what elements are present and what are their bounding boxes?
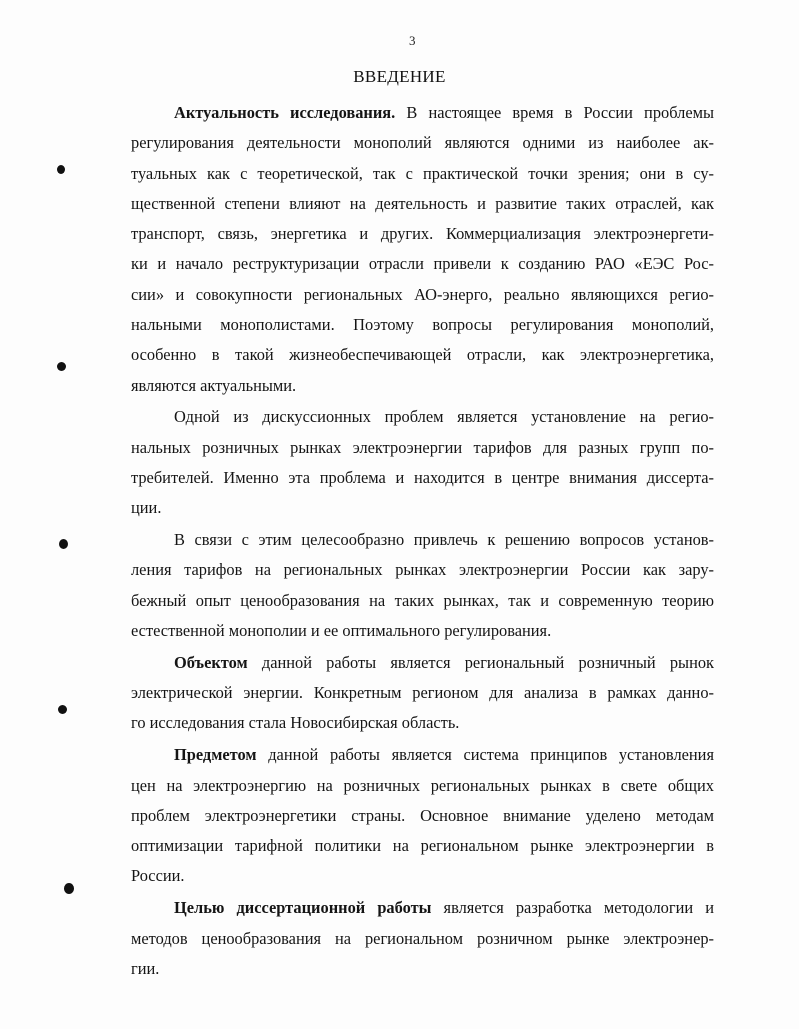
text-line: Объектом данной работы является региональный розничный рынок	[174, 652, 714, 672]
text-line: проблем электроэнергетики страны. Основное внимание уделено методам	[131, 805, 714, 825]
binding-hole-mark	[57, 362, 66, 371]
paragraph-subject	[131, 740, 714, 891]
text-line: электрической энергии. Конкретным регионом для анализа в рамках данно-	[131, 683, 714, 703]
text-line: сии» и совокупности региональных АО-энерго, реально являющихся регио-	[131, 284, 714, 304]
paragraph-problem	[131, 402, 714, 523]
text-line: Актуальность исследования. В настоящее время в России проблемы	[174, 103, 714, 122]
text-line: особенно в такой жизнеобеспечивающей отрасли, как электроэнергетика,	[131, 345, 714, 365]
text-line: ки и начало реструктуризации отрасли привели к созданию РАО «ЕЭС Рос-	[131, 254, 714, 274]
lead-term-object: Объектом	[174, 652, 248, 672]
text-line: требителей. Именно эта проблема и находится в центре внимания диссерта-	[131, 468, 714, 488]
text-line: цен на электроэнергию на розничных региональных рынках в свете общих	[131, 775, 714, 795]
text-line: методов ценообразования на региональном розничном рынке электроэнер-	[131, 928, 714, 948]
text-line: бежный опыт ценообразования на таких рынках, так и современную теорию	[131, 590, 714, 610]
paragraph-object	[131, 648, 714, 739]
text-line: России.	[131, 866, 185, 886]
text-line: нальных розничных рынках электроэнергии тарифов для разных групп по-	[131, 437, 714, 457]
text-line: го исследования стала Новосибирская область.	[131, 713, 460, 733]
lead-term-goal: Целью диссертационной работы	[174, 898, 432, 918]
section-title: ВВЕДЕНИЕ	[353, 67, 446, 86]
body-text	[131, 98, 714, 984]
text-line: оптимизации тарифной политики на региональном рынке электроэнергии в	[131, 836, 714, 856]
text-line: щественной степени влияют на деятельность и развитие таких отраслей, как	[131, 193, 714, 213]
lead-term-relevance: Актуальность исследования.	[174, 103, 396, 122]
text-line: являются актуальными.	[131, 375, 297, 395]
lead-term-subject: Предметом	[174, 745, 257, 765]
text-line: Одной из дискуссионных проблем является установление на регио-	[174, 407, 714, 427]
paragraph-relevance	[131, 98, 714, 401]
binding-hole-mark	[58, 705, 67, 714]
binding-hole-mark	[57, 165, 65, 174]
text-line: Предметом данной работы является система принципов установления	[174, 745, 714, 765]
text-line: естественной монополии и ее оптимального регулирования.	[131, 621, 552, 641]
text-line: туальных как с теоретической, так с практической точки зрения; они в су-	[131, 163, 714, 183]
paragraph-goal	[131, 893, 714, 984]
text-line: гии.	[131, 958, 160, 978]
page-number: 3	[409, 33, 416, 48]
text-line: ления тарифов на региональных рынках электроэнергии России как зару-	[131, 560, 714, 580]
binding-hole-mark	[64, 883, 74, 894]
text-line: В связи с этим целесообразно привлечь к решению вопросов установ-	[174, 530, 714, 550]
text-line: регулирования деятельности монополий являются одними из наиболее ак-	[131, 133, 714, 153]
binding-hole-mark	[59, 539, 68, 549]
text-line: транспорт, связь, энергетика и других. Коммерциализация электроэнергети-	[131, 224, 714, 244]
text-line: ции.	[131, 498, 162, 518]
text-line: нальными монополистами. Поэтому вопросы регулирования монополий,	[131, 315, 714, 335]
paragraph-approach	[131, 525, 714, 646]
text-line: Целью диссертационной работы является разработка методологии и	[174, 898, 714, 918]
